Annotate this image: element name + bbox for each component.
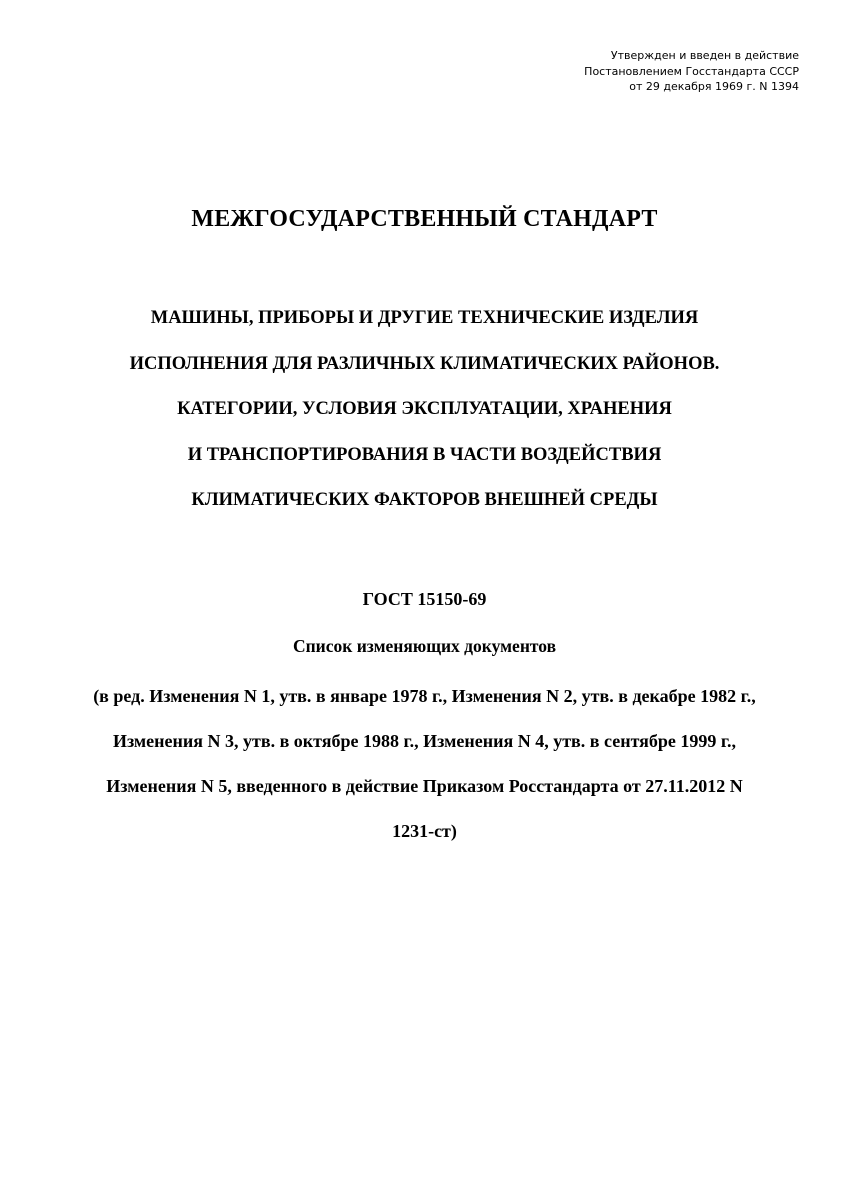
changes-line-1: (в ред. Изменения N 1, утв. в январе 1978 г., Изменения N 2, утв. в декабре 1982 г., — [93, 686, 756, 706]
standard-subject — [0, 305, 849, 533]
approval-line-1: Утвержден и введен в действие — [610, 49, 799, 62]
changes-line-3: Изменения N 5, введенного в действие Приказом Росстандарта от 27.11.2012 N — [106, 776, 743, 796]
changes-list-title: Список изменяющих документов — [292, 636, 557, 656]
subject-line-4: И ТРАНСПОРТИРОВАНИЯ В ЧАСТИ ВОЗДЕЙСТВИЯ — [187, 444, 662, 465]
document-title: МЕЖГОСУДАРСТВЕННЫЙ СТАНДАРТ — [191, 206, 658, 232]
subject-line-1: МАШИНЫ, ПРИБОРЫ И ДРУГИЕ ТЕХНИЧЕСКИЕ ИЗДЕЛИЯ — [150, 308, 699, 328]
subject-line-2: ИСПОЛНЕНИЯ ДЛЯ РАЗЛИЧНЫХ КЛИМАТИЧЕСКИХ РАЙОНОВ. — [129, 353, 720, 374]
subject-line-5: КЛИМАТИЧЕСКИХ ФАКТОРОВ ВНЕШНЕЙ СРЕДЫ — [191, 490, 658, 510]
subject-line-3: КАТЕГОРИИ, УСЛОВИЯ ЭКСПЛУАТАЦИИ, ХРАНЕНИЯ — [177, 399, 672, 419]
approval-line-2: Постановлением Госстандарта СССР — [584, 64, 799, 78]
changes-list — [0, 683, 849, 863]
approval-note — [584, 48, 799, 95]
gost-number: ГОСТ 15150-69 — [362, 589, 487, 609]
changes-line-2: Изменения N 3, утв. в октябре 1988 г., Изменения N 4, утв. в сентябре 1999 г., — [112, 731, 737, 751]
changes-line-4: 1231-ст) — [392, 821, 457, 841]
approval-line-3: от 29 декабря 1969 г. N 1394 — [629, 80, 799, 93]
